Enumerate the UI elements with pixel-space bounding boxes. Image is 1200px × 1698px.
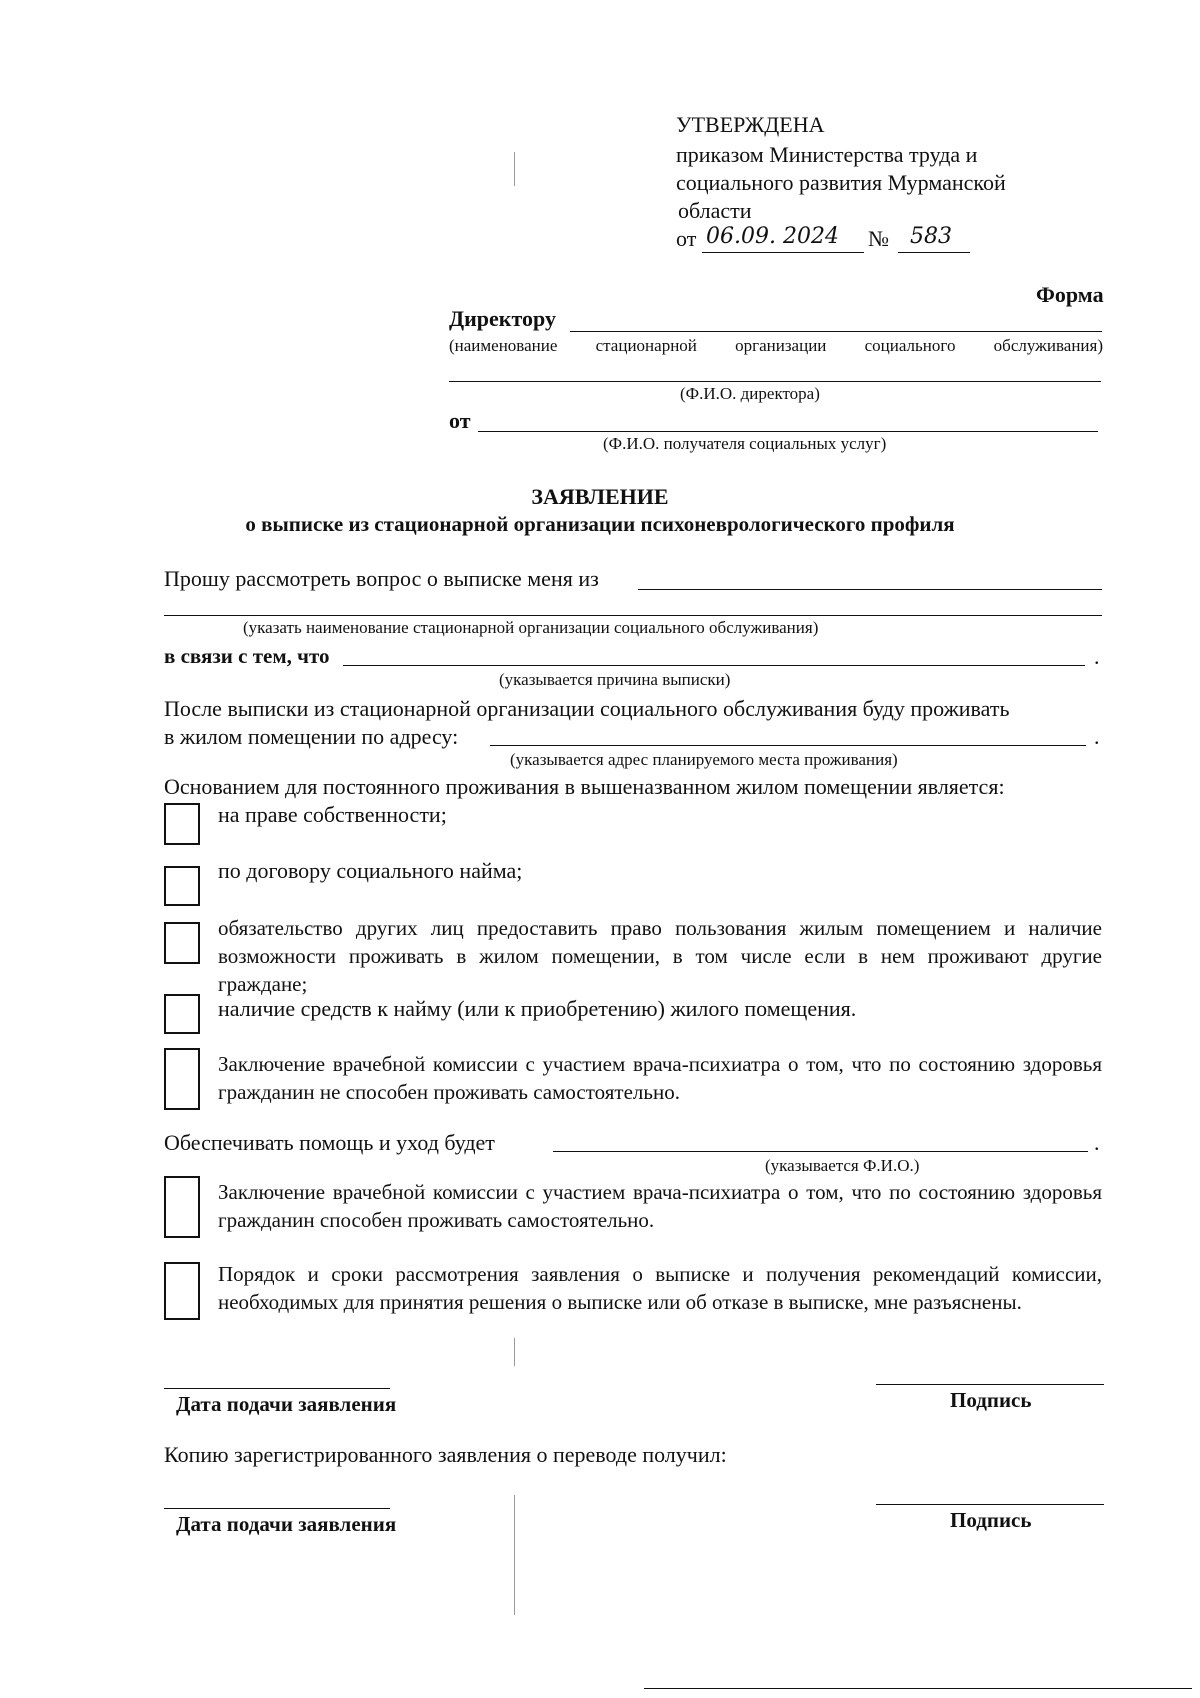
request-text: Прошу рассмотреть вопрос о выписке меня из xyxy=(164,566,599,591)
care-dot: . xyxy=(1094,1130,1100,1155)
bottom-edge-line xyxy=(644,1688,1192,1689)
signature-label: Подпись xyxy=(950,1388,1032,1412)
signature-line-2[interactable] xyxy=(876,1504,1104,1505)
scan-mark xyxy=(514,1338,515,1366)
checkbox-not-capable[interactable] xyxy=(164,1048,200,1110)
care-label: Обеспечивать помощь и уход будет xyxy=(164,1130,495,1155)
option-obligation-label: обязательство других лиц предоставить право пользования жилым помещением и наличие возможности проживать в жилом помещении, в том числе если в нем проживают другие граждане; xyxy=(218,916,1102,996)
from-label: от xyxy=(449,408,471,433)
scan-mark xyxy=(514,1495,515,1615)
checkbox-social-rent[interactable] xyxy=(164,866,200,906)
director-org-field[interactable] xyxy=(570,331,1102,332)
checkbox-capable[interactable] xyxy=(164,1176,200,1238)
after-discharge-line-2: в жилом помещении по адресу: xyxy=(164,724,459,749)
after-discharge-line-1: После выписки из стационарной организации социального обслуживания буду проживать xyxy=(164,696,1010,721)
approval-line-3: области xyxy=(678,198,752,223)
approval-line-1: приказом Министерства труда и xyxy=(676,142,978,167)
care-hint: (указывается Ф.И.О.) xyxy=(765,1156,920,1175)
reason-field[interactable] xyxy=(343,665,1085,666)
option-rent-funds-label: наличие средств к найму (или к приобретению) жилого помещения. xyxy=(218,996,857,1021)
option-not-capable-label: Заключение врачебной комиссии с участием врача-психиатра о том, что по состоянию здоровья гражданин не способен проживать самостоятельно. xyxy=(218,1052,1102,1104)
address-field[interactable] xyxy=(490,745,1086,746)
basis-text: Основанием для постоянного проживания в вышеназванном жилом помещении является: xyxy=(164,774,1005,799)
approval-title: УТВЕРЖДЕНА xyxy=(676,112,825,137)
director-org-hint: (наименование стационарной организации социального обслуживания) xyxy=(449,336,1103,355)
approval-date-underline xyxy=(702,252,864,253)
option-capable-label: Заключение врачебной комиссии с участием врача-психиатра о том, что по состоянию здоровья гражданин способен проживать самостоятельно. xyxy=(218,1180,1102,1232)
request-org-field-2[interactable] xyxy=(164,615,1102,616)
recipient-fio-hint: (Ф.И.О. получателя социальных услуг) xyxy=(603,434,887,453)
date-line-2[interactable] xyxy=(164,1508,390,1509)
date-label-2: Дата подачи заявления xyxy=(176,1512,397,1536)
option-ownership-label: на праве собственности; xyxy=(218,802,447,827)
checkbox-ownership[interactable] xyxy=(164,803,200,845)
checkbox-rent-funds[interactable] xyxy=(164,994,200,1034)
document-title: ЗАЯВЛЕНИЕ xyxy=(531,484,669,509)
document-subtitle: о выписке из стационарной организации психоневрологического профиля xyxy=(245,512,955,536)
form-label: Форма xyxy=(1036,282,1104,307)
approval-date-value: 06.09. 2024 xyxy=(706,224,839,249)
approval-line-2: социального развития Мурманской xyxy=(676,170,1006,195)
reason-label: в связи с тем, что xyxy=(164,644,330,668)
checkbox-obligation[interactable] xyxy=(164,922,200,964)
checkbox-explained[interactable] xyxy=(164,1262,200,1320)
date-label: Дата подачи заявления xyxy=(176,1392,397,1416)
care-field[interactable] xyxy=(553,1151,1088,1152)
option-explained-label: Порядок и сроки рассмотрения заявления о выписке и получения рекомендаций комиссии, необходимых для принятия решения о выписке или об отказе в выписке, мне разъяснены. xyxy=(218,1262,1102,1314)
request-org-field[interactable] xyxy=(638,589,1102,590)
director-label: Директору xyxy=(449,306,556,331)
date-line[interactable] xyxy=(164,1388,390,1389)
copy-received-text: Копию зарегистрированного заявления о переводе получил: xyxy=(164,1442,727,1467)
address-hint: (указывается адрес планируемого места проживания) xyxy=(510,750,898,769)
option-social-rent-label: по договору социального найма; xyxy=(218,858,523,883)
reason-hint: (указывается причина выписки) xyxy=(499,670,731,689)
approval-number-underline xyxy=(898,252,970,253)
approval-number-value: 583 xyxy=(910,224,952,249)
request-org-hint: (указать наименование стационарной организации социального обслуживания) xyxy=(243,618,819,637)
reason-dot: . xyxy=(1094,644,1100,669)
approval-date-prefix: от xyxy=(676,226,697,251)
scan-mark xyxy=(514,152,515,186)
recipient-fio-field[interactable] xyxy=(478,431,1098,432)
approval-number-prefix: № xyxy=(868,226,889,251)
signature-label-2: Подпись xyxy=(950,1508,1032,1532)
director-fio-field[interactable] xyxy=(449,381,1101,382)
signature-line[interactable] xyxy=(876,1384,1104,1385)
address-dot: . xyxy=(1094,724,1100,749)
director-fio-hint: (Ф.И.О. директора) xyxy=(680,384,820,403)
